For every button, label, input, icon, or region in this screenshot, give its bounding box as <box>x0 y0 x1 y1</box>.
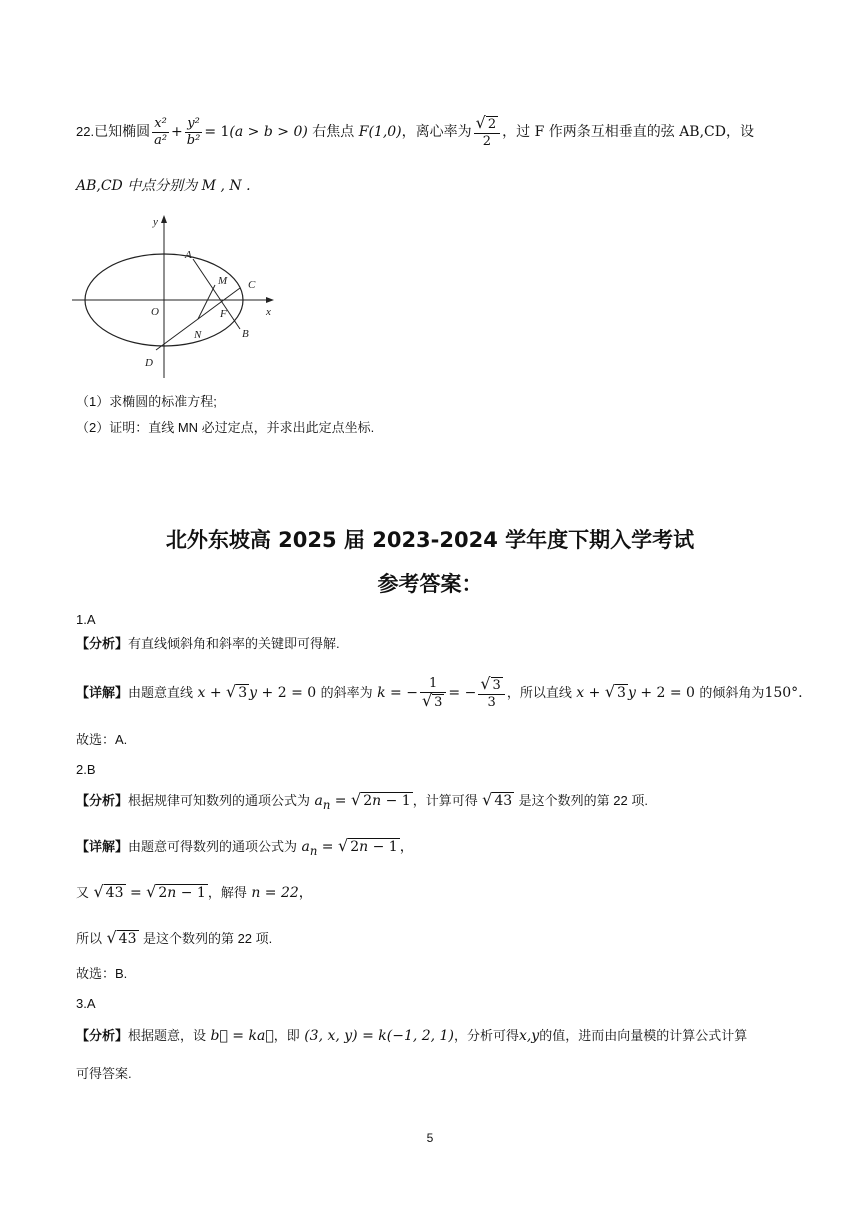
answer-title: 参考答案： <box>377 572 483 596</box>
q22-cond: (a > b > 0) <box>229 124 308 140</box>
a3-analysis-e: x,y <box>518 1028 540 1044</box>
q22-focus: F(1,0) <box>358 124 402 140</box>
a2-choice: 故选：B. <box>76 966 128 981</box>
a1-detail-b: 的斜率为 <box>320 685 373 700</box>
a1-detail: 【详解】由题意直线 x + √ 3 y + 2 = 0 的斜率为 k = − $\frac{1}{√ 3}$ = − $\frac{√ 3}{3}$ ，所以直线 x + √ 3 y + 2 = 0 的倾斜角为150°. <box>76 673 803 710</box>
label-y: y <box>153 216 158 228</box>
label-f: F <box>220 308 227 320</box>
analysis-tag: 【分析】 <box>76 1028 129 1043</box>
a2-detail-a: 由题意可得数列的通项公式为 <box>128 839 298 854</box>
analysis-tag: 【分析】 <box>76 793 129 808</box>
a1-angle: 150° <box>764 685 799 701</box>
a2-line4: 所以 √ 43 是这个数列的第 22 项. <box>76 928 273 947</box>
q22-line1: 22.已知椭圆 $\frac{\text{x²}}{\text{a²}}$ + $\frac{\text{y²}}{\text{b²}}$ = 1(a > b > 0) 右焦点 F(1,0)，离心率为 $\frac{√ 2}{2}$ ，过 F 作两条互相垂直的弦 AB,CD，设 <box>76 112 754 149</box>
a2-line3-b: ，解得 <box>207 885 247 900</box>
q22-part1: （1）求椭圆的标准方程; <box>76 394 217 409</box>
frac-sqrt3-3: $\frac{√ 3}{3}$ <box>478 676 504 711</box>
a3-analysis-d: ，分析可得 <box>453 1028 519 1043</box>
a3-analysis-f: 的值，进而由向量模的计算公式计算 <box>539 1028 748 1043</box>
a3-number: 3.A <box>76 996 96 1011</box>
a3-analysis-a: 根据题意，设 <box>128 1028 207 1043</box>
a2-analysis-a: 根据规律可知数列的通项公式为 <box>128 793 311 808</box>
label-d: D <box>145 357 153 369</box>
frac-y2-b2: $\frac{\text{y²}}{\text{b²}}$ <box>186 115 201 148</box>
chord-ab <box>193 259 240 329</box>
a3-analysis-c: (3, x, y) = k(−1, 2, 1) <box>304 1028 454 1044</box>
a1-analysis-text: 有直线倾斜角和斜率的关键即可得解. <box>128 636 340 651</box>
a2-analysis: 【分析】根据规律可知数列的通项公式为 $a_n$ = √ 2n − 1 ，计算可得 √ 43 是这个数列的第 22 项. <box>76 790 648 812</box>
label-b: B <box>242 328 249 340</box>
a1-number: 1.A <box>76 612 96 627</box>
y-axis-arrow <box>161 215 167 223</box>
label-a: A <box>185 249 192 261</box>
a1-detail-c: ，所以直线 <box>506 685 572 700</box>
label-c: C <box>248 279 256 291</box>
a2-line4-a: 所以 <box>76 931 103 946</box>
frac-x2-a2: $\frac{\text{x²}}{\text{a²}}$ <box>154 115 168 148</box>
frac-1-sqrt3: $\frac{1}{√ 3}$ <box>420 676 446 711</box>
q22-text-ecc: ，离心率为 <box>401 124 472 140</box>
a2-number: 2.B <box>76 762 96 777</box>
label-x: x <box>266 306 271 318</box>
a2-detail: 【详解】由题意可得数列的通项公式为 $a_n$ = √ 2n − 1 ， <box>76 836 414 858</box>
a2-analysis-c: 是这个数列的第 22 项. <box>518 793 648 808</box>
q22-number: 22. <box>76 124 95 139</box>
label-o: O <box>151 306 159 318</box>
a1-choice: 故选：A. <box>76 732 128 747</box>
label-n: N <box>194 329 202 341</box>
analysis-tag: 【分析】 <box>76 636 129 651</box>
x-axis-arrow <box>266 297 274 303</box>
a3-analysis-b: ，即 <box>273 1028 300 1043</box>
page-number: 5 <box>426 1131 434 1145</box>
a3-analysis: 【分析】根据题意，设 b⃗ = ka⃗，即 (3, x, y) = k(−1, 2, 1)，分析可得x,y的值，进而由向量模的计算公式计算 <box>76 1028 748 1044</box>
a2-line3: 又 √ 43 = √ 2n − 1 ，解得 n = 22， <box>76 882 313 901</box>
segment-mn <box>198 285 215 319</box>
a2-line4-b: 是这个数列的第 22 项. <box>142 931 273 946</box>
exam-title: 北外东坡高 2025 届 2023-2024 学年度下期入学考试 <box>165 528 695 552</box>
a1-detail-d: 的倾斜角为 <box>699 685 765 700</box>
q22-text-rest: ，过 F 作两条互相垂直的弦 AB,CD，设 <box>502 124 754 140</box>
a2-analysis-b: ，计算可得 <box>412 793 478 808</box>
q22-part2: （2）证明：直线 MN 必过定点，并求出此定点坐标. <box>76 420 375 435</box>
detail-tag: 【详解】 <box>76 839 129 854</box>
frac-sqrt2-2: $\frac{√ 2}{2}$ <box>474 115 500 150</box>
a2-line3-a: 又 <box>76 885 90 900</box>
q22-line2: AB,CD 中点分别为 M , N . <box>76 178 251 194</box>
a2-line3-c: n = 22 <box>251 885 299 901</box>
ellipse-figure <box>70 212 280 382</box>
a1-analysis <box>76 634 340 654</box>
a3-line2: 可得答案. <box>76 1066 132 1081</box>
detail-tag: 【详解】 <box>76 685 129 700</box>
q22-text-known: 已知椭圆 <box>94 124 151 140</box>
a1-detail-a: 由题意直线 <box>128 685 194 700</box>
label-m: M <box>218 275 228 287</box>
q22-text-focus: 右焦点 <box>312 124 355 140</box>
